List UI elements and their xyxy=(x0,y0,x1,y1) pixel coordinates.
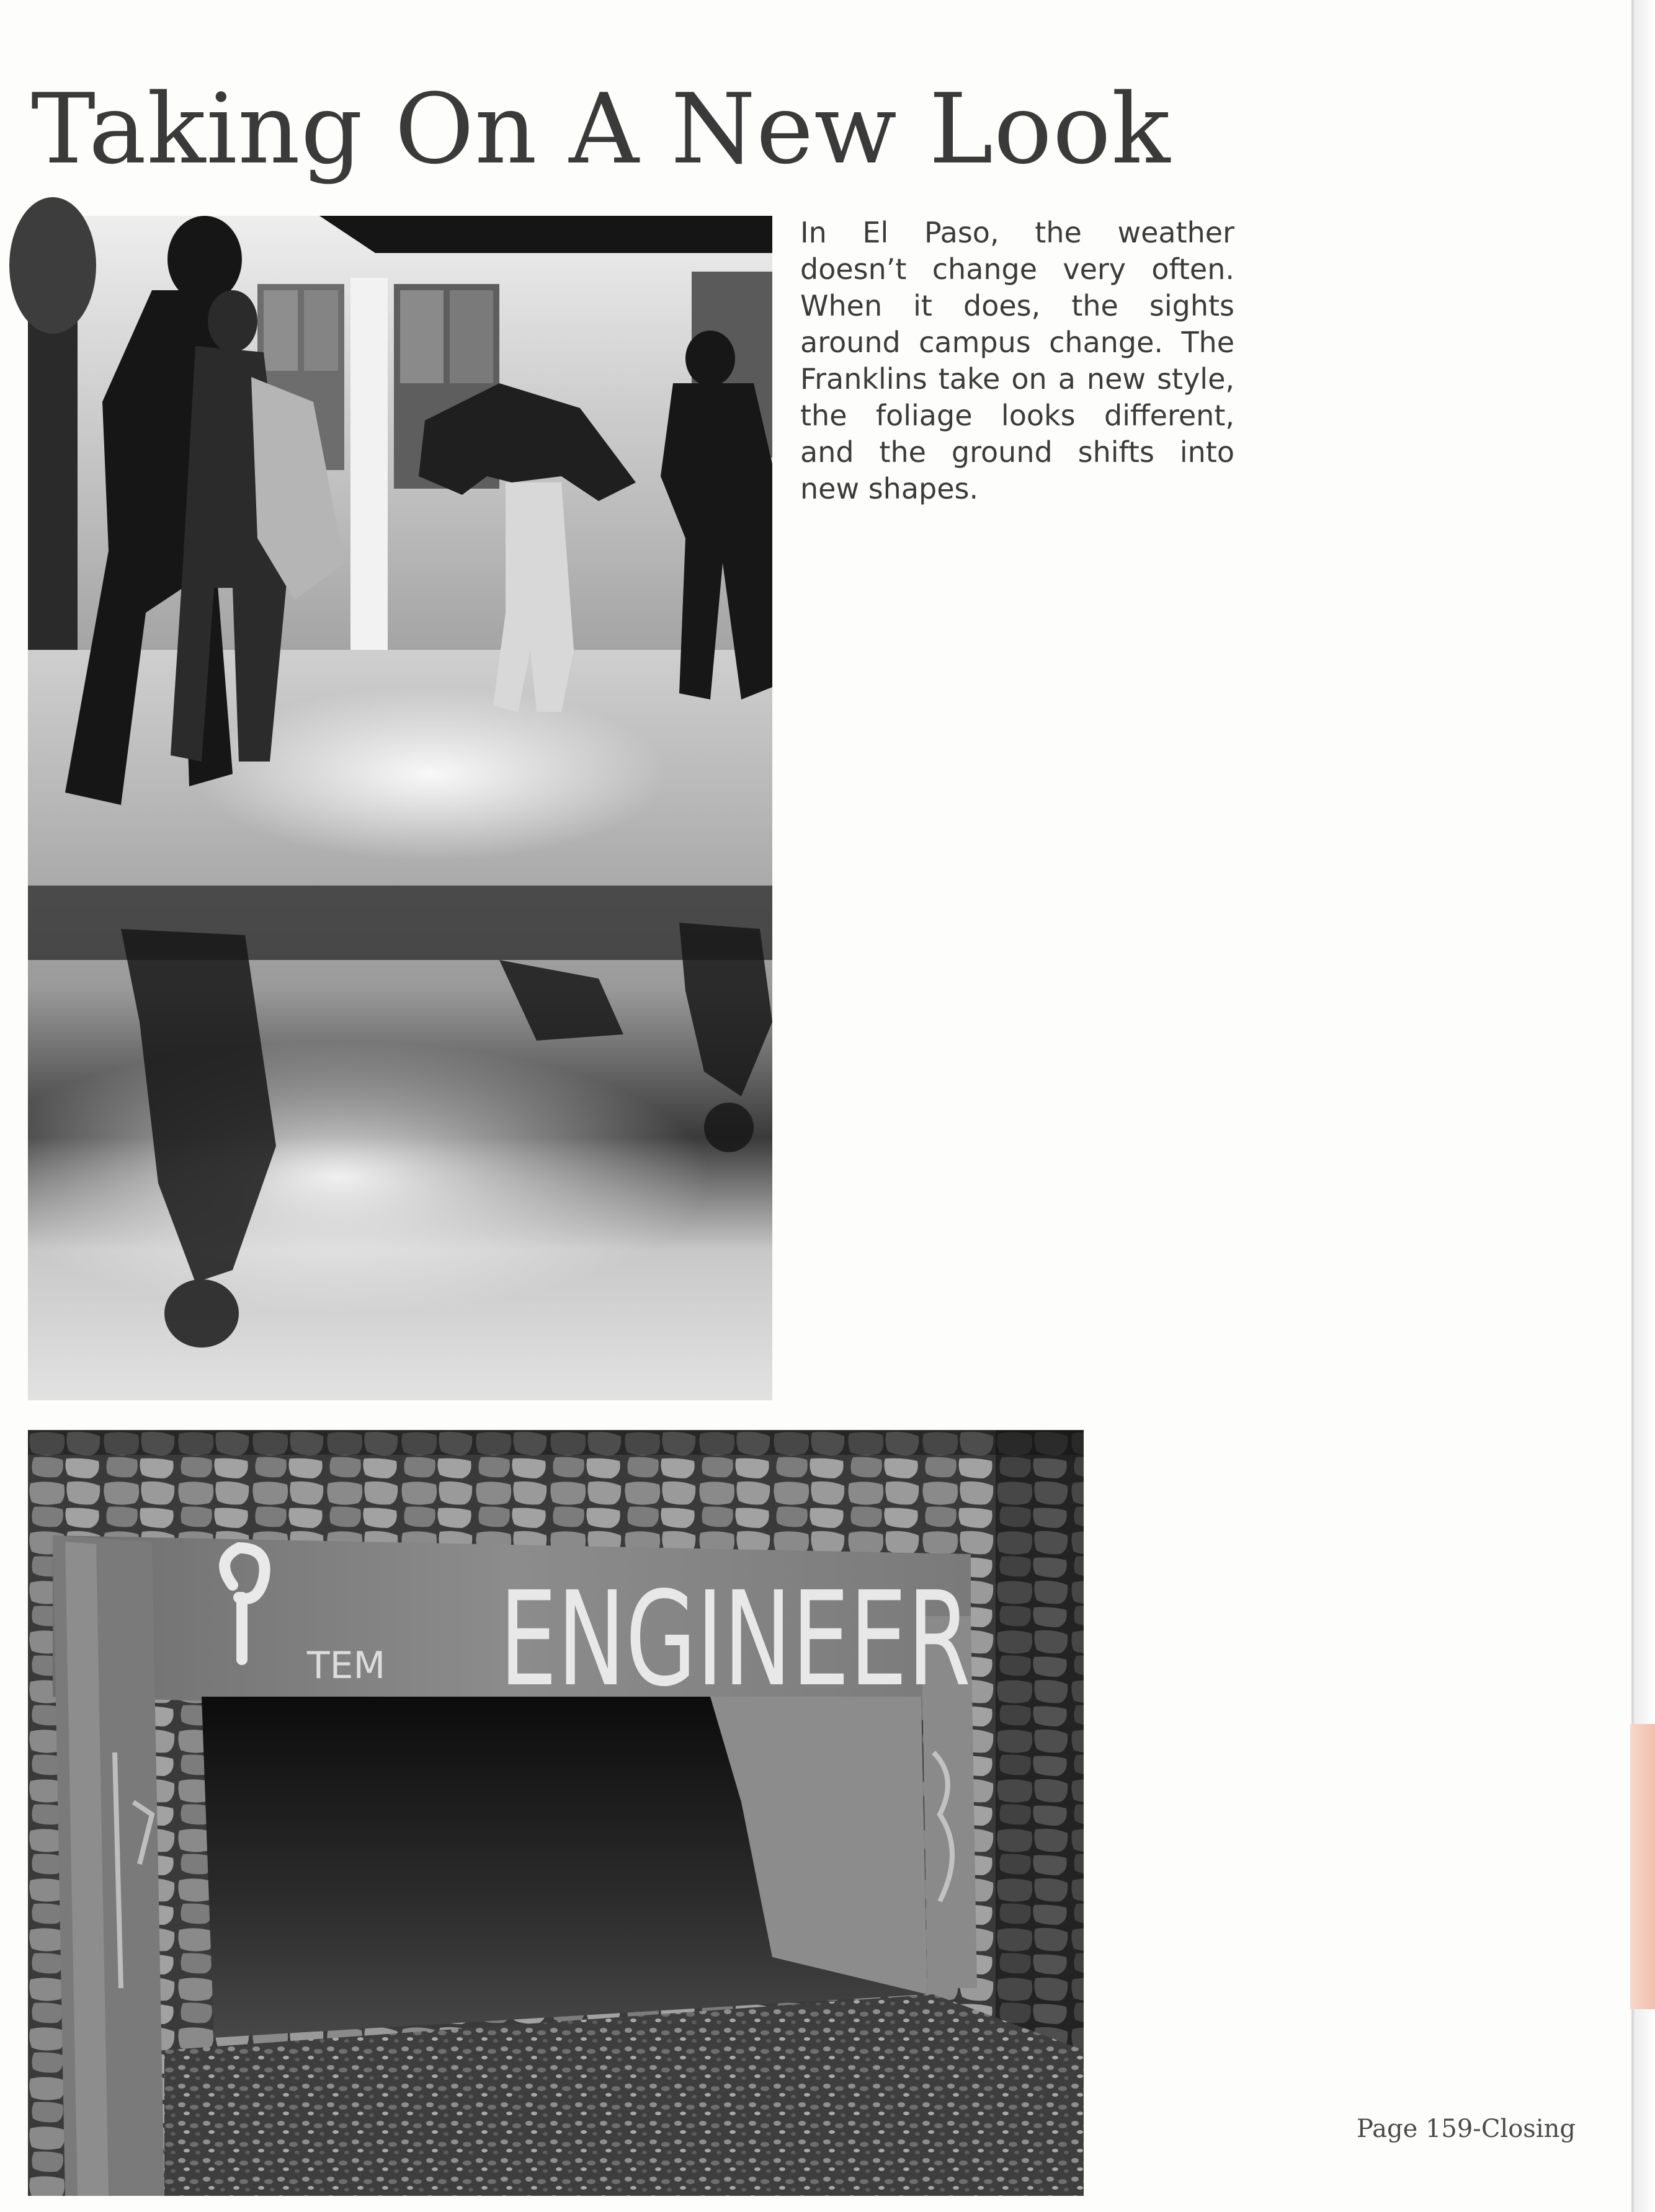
engineer-graffiti-culvert-photo xyxy=(28,1430,1084,2196)
graffiti-engineer-text: ENGINEER xyxy=(499,1563,971,1715)
section-color-tab xyxy=(1630,1724,1655,2009)
rainy-walkway-photo xyxy=(28,216,772,1400)
rainy-walkway-photo-art xyxy=(28,216,772,1400)
page-title: Taking On A New Look xyxy=(31,73,1171,185)
graffiti-small-text: TEM xyxy=(307,1644,386,1687)
engineer-graffiti-culvert-photo-art xyxy=(28,1430,1084,2196)
page-number: Page 159-Closing xyxy=(1357,2115,1576,2143)
intro-paragraph: In El Paso, the weather doesn’t change very often. When it does, the sights around campus change. The Franklins take on a new style, the foliage looks different, and the ground shifts into new shapes. xyxy=(800,216,1234,505)
